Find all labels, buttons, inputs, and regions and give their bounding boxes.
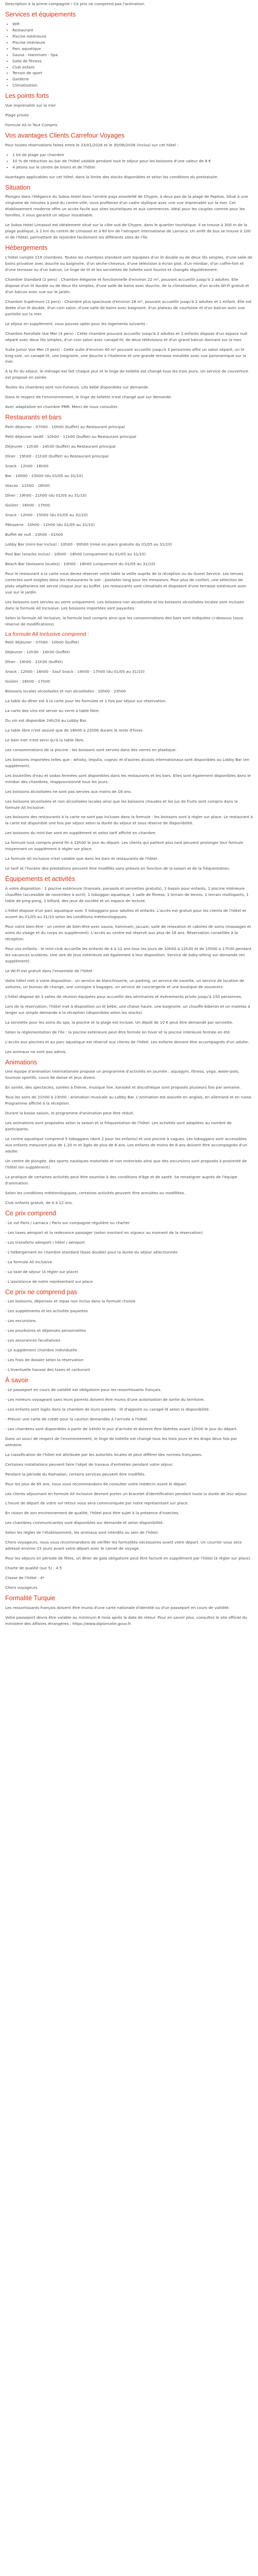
paragraph: En soirée, des spectacles, soirées à thème, musique live, karaoké et discothèque sont proposés plusieurs fois par semaine. xyxy=(5,1085,241,1090)
paragraph: Déjeuner : 12h30 - 14h30 (buffet) au Restaurant principal xyxy=(5,444,116,449)
paragraph: Tous les soirs de 21h00 à 23h00 : animation musicale au Lobby Bar. L'animation est assurée en anglais, en allemand et en russe. Programme affiché à la réception. xyxy=(5,1095,252,1106)
paragraph: Pour les plus de 65 ans, nous vous recommandons de consulter votre médecin avant le départ. xyxy=(5,1481,187,1486)
paragraph: Dîner : 19h00 - 21h00 (du 01/05 au 31/10) xyxy=(5,493,87,498)
section-heading-vos-avantages-clients-carrefour-voyages: Vos avantages Clients Carrefour Voyages xyxy=(5,132,125,140)
paragraph: - L'hébergement en chambre standard (base double) pour la durée du séjour sélectionnée xyxy=(5,1249,178,1255)
paragraph: Charte de qualité (sur 5) : 4.5 xyxy=(5,1566,62,1571)
paragraph: Lors de la réservation, l'hôtel met à disposition un lit bébé, une chaise haute, une baignoire, un chauffe-biberon et un matelas à langer sur simple demande à la réception (disponibles selon les stocks). xyxy=(5,1004,250,1015)
paragraph: Beach Bar (boissons locales) : 10h00 - 18h00 (uniquement du 01/05 au 31/10) xyxy=(5,561,155,566)
section-heading-restaurants-et-bars: Restaurants et bars xyxy=(5,414,62,421)
section-heading-animations: Animations xyxy=(5,1058,37,1066)
paragraph: Certaines installations peuvent faire l'objet de travaux d'entretien pendant votre séjour. xyxy=(5,1462,173,1467)
paragraph: Pâtisserie : 10h00 - 12h00 (du 01/05 au 31/10) xyxy=(5,522,95,527)
paragraph: Les clients séjournant en formule All Inclusive devront porter un bracelet d'identification pendant toute la durée de leur séjour. xyxy=(5,1491,248,1496)
list-item: • 1 kit de plage par chambre xyxy=(12,152,253,158)
bullet-list xyxy=(5,152,253,171)
paragraph: - Les mineurs voyageant sans leurs parents doivent être munis d'une autorisation de sortie du territoire. xyxy=(5,1397,205,1402)
paragraph: L'accès aux piscines et au parc aquatique est réservé aux clients de l'hôtel. Les enfants doivent être accompagnés d'un adulte. xyxy=(5,1039,249,1044)
section-heading-la-formule-all-inclusive-comprend: La formule All Inclusive comprend : xyxy=(5,631,89,637)
paragraph: Les boissons sont servies au verre uniquement. Les boissons non alcoolisées et les boissons alcoolisées locales sont incluses dans la formule All Inclusive. Les boissons importées sont payantes. xyxy=(5,599,244,611)
paragraph: Plongez dans l'élégance du Sokos Hotel dans l'arrière pays ensoleillé de Chypre, à deux pas de la plage de Paphos. Situé à une vingtaine de minutes à pied du centre-ville, vous profiterez d'un cadre idyllique avec une vue imprenable sur la mer. Cet établissement moderne offre un accès facile aux sites touristiques et aux commerces. Idéal pour les couples comme pour les familles, il vous garantit un séjour inoubliable. xyxy=(5,194,248,218)
paragraph: Une équipe d'animation internationale propose un programme d'activités en journée : aquagym, fitness, yoga, water-polo, tournois sportifs, cours de danse et jeux divers. xyxy=(5,1069,239,1080)
list-item: • Terrain de sport xyxy=(12,70,253,76)
paragraph: Les animaux ne sont pas admis. xyxy=(5,1049,67,1054)
paragraph: La table du dîner est à la carte pour les formules et 1 fois par séjour sur réservation. xyxy=(5,698,167,703)
paragraph: - Les chambres sont disponibles à partir de 14h00 le jour d'arrivée et doivent être libérées avant 12h00 le jour du départ. xyxy=(5,1426,238,1431)
list-item: • Wifi xyxy=(12,21,253,27)
paragraph: Les ressortissants français doivent être munis d'une carte nationale d'identité ou d'un passeport en cours de validité. xyxy=(5,1605,230,1610)
paragraph: Les boissons des restaurants à la carte ne sont pas incluses dans la formule : les boissons sont à régler sur place. Le restaurant à la carte est disponible une fois par séjour selon la durée du séjour et sous réserve de disponibilité. xyxy=(5,815,253,826)
paragraph: - La formule All Inclusive xyxy=(5,1259,52,1264)
section-heading-situation: Situation xyxy=(5,183,30,191)
paragraph: Les bouteilles d'eau et sodas fermées sont disponibles dans les restaurants et les bars. Elles sont également disponibles dans le minibar des chambres, réapprovisionné tous les jours. xyxy=(5,773,251,784)
paragraph: Petit déjeuner : 07h00 - 10h00 (buffet) au Restaurant principal xyxy=(5,425,125,430)
paragraph: - Le passeport en cours de validité est obligatoire pour les ressortissants français. xyxy=(5,1387,162,1392)
paragraph: - La taxe de séjour (à régler sur place) xyxy=(5,1269,78,1274)
paragraph: Boissons locales alcoolisées et non alcoolisées : 10h00 - 23h00 xyxy=(5,688,126,693)
paragraph: Glaces : 11h00 - 18h00 xyxy=(5,483,50,488)
paragraph: - Les frais de dossier selon la réservation xyxy=(5,1358,84,1363)
paragraph: Pour vos enfants : le mini-club accueille les enfants de 4 à 12 ans tous les jours de 10h00 à 12h30 et de 15h00 à 17h30 pendant les vacances scolaires. Une aire de jeux extérieure est également à leur disposition. Service de baby-sitting sur demande (en supplément). xyxy=(5,946,252,963)
paragraph: Goûter : 16h00 - 17h00 xyxy=(5,679,50,684)
paragraph: Selon les conditions météorologiques, certaines activités peuvent être annulées ou modifiées. xyxy=(5,1191,185,1196)
paragraph: - Le supplément chambre individuelle xyxy=(5,1348,77,1353)
list-item: • 4 jetons sur le centre de loisirs et de l'hôtel xyxy=(12,164,253,171)
list-item: • Piscine intérieure xyxy=(12,40,253,46)
paragraph: - L'éventuelle hausse des taxes et carburant xyxy=(5,1367,90,1372)
paragraph: Pendant la période du Ramadan, certains services peuvent être modifiés. xyxy=(5,1471,146,1477)
paragraph: Dîner : 19h00 - 21h30 (buffet) au Restaurant principal xyxy=(5,453,109,459)
paragraph: - Les boissons, dépenses et repas non inclus dans la formule choisie xyxy=(5,1299,136,1304)
paragraph: Chambre Familiale Vue Mer (4 pers) : Cette chambre pouvant accueillir jusqu'à 2 adultes et 2 enfants dispose d'un espace nuit séparé avec deux lits simples, d'un coin salon avec canapé-lit, de deux télévisions et d'un grand balcon donnant sur la mer. xyxy=(5,331,248,342)
section-heading-a-savoir: À savoir xyxy=(5,1377,29,1384)
paragraph: L'heure de départ de votre vol retour vous sera communiquée par notre représentant sur place. xyxy=(5,1501,189,1506)
paragraph: Avec adaptation en chambre PMR. Merci de nous consulter. xyxy=(5,404,119,410)
paragraph: L'hôtel dispose d'un parc aquatique avec 5 toboggans pour adultes et enfants. L'accès est gratuit pour les clients de l'hôtel et ouvert du 01/05 au 31/10 selon les conditions météorologiques. xyxy=(5,908,246,919)
paragraph: Pour les séjours en période de fêtes, un dîner de gala obligatoire peut être facturé en supplément par l'hôtel (à régler sur place). xyxy=(5,1556,252,1561)
section-heading-ce-prix-ne-comprend-pas: Ce prix ne comprend pas xyxy=(5,1288,77,1296)
paragraph: Suite Junior Vue Mer (3 pers) : Cette suite d'environ 40 m² pouvant accueillir jusqu'à 3 personnes offre un salon séparé, un lit king-size, un canapé-lit, une baignoire, une douche à l'italienne et une grande terrasse meublée avec vue panoramique sur la mer. xyxy=(5,347,246,364)
paragraph: Dans un souci de respect de l'environnement, le linge de toilette est changé tous les trois jours et les draps deux fois par semaine. xyxy=(5,1436,237,1447)
paragraph: Les boissons alcoolisées et non alcoolisées locales ainsi que les boissons chaudes et les jus de fruits sont compris dans la formule All Inclusive. xyxy=(5,799,238,810)
section-heading-les-points-forts: Les points forts xyxy=(5,92,49,100)
section-heading-formalite-turquie: Formalité Turquie xyxy=(5,1595,56,1602)
paragraph: - Les pourboires et dépenses personnelles xyxy=(5,1328,86,1333)
paragraph: À votre disposition : 1 piscine extérieure (transats, parasols et serviettes gratuits), 1 bassin pour enfants, 1 piscine intérieure chauffée (accessible de novembre à avril), 1 toboggan aquatique, 1 salle de fitness, 1 terrain de tennis, 1 terrain multisports, 1 table de ping-pong, 1 billard, des jeux de société et un espace de lecture. xyxy=(5,886,249,903)
paragraph: - Les assurances facultatives xyxy=(5,1338,60,1343)
list-item: • Club enfant xyxy=(12,64,253,71)
paragraph: La carte des vins est servie au verre à table libre. xyxy=(5,708,100,713)
paragraph: - Les enfants sont logés dans la chambre de leurs parents : lit d'appoint ou canapé-lit selon la disponibilité. xyxy=(5,1406,210,1412)
section-heading-hebergements: Hébergements xyxy=(5,244,47,252)
paragraph: Les consommations de la piscine : les boissons sont servies dans des verres en plastique. xyxy=(5,747,177,752)
paragraph: La formule All Inclusive n'est valable que dans les bars et restaurants de l'hôtel. xyxy=(5,856,158,861)
paragraph: Du vin est disponible 24h/24 au Lobby Bar. xyxy=(5,718,87,723)
paragraph: Buffet de nuit : 23h00 - 01h00 xyxy=(5,532,63,537)
list-item: • Parc aquatique xyxy=(12,46,253,52)
paragraph: - Les excursions xyxy=(5,1318,36,1324)
paragraph: Goûter : 16h00 - 17h00 xyxy=(5,502,50,507)
list-item: • Sauna - Hammam - Spa xyxy=(12,52,253,58)
section-heading-services-et-equipements: Services et équipements xyxy=(5,10,76,18)
paragraph: - Le vol Paris / Larnaca / Paris sur compagnie régulière ou charter xyxy=(5,1220,130,1225)
bullet-list xyxy=(5,21,253,89)
paragraph: La pratique de certaines activités peut être soumise à des conditions d'âge et de santé. Se renseigner auprès de l'équipe d'animation. xyxy=(5,1175,237,1186)
paragraph: Vue imprenable sur la mer xyxy=(5,103,56,108)
paragraph: Le bain mer n'est servi qu'à la table libre. xyxy=(5,737,85,742)
paragraph: Le centre aquatique comprend 5 toboggans (dont 2 pour les enfants) et une piscine à vagues. Les toboggans sont accessibles aux enfants mesurant plus de 1,20 m et âgés de plus de 8 ans. Les enfants de moins de 8 ans doivent être accompagnés d'un adulte. xyxy=(5,1137,248,1154)
paragraph: La formule tout compris prend fin à 12h00 le jour du départ. Les clients qui partent plus tard peuvent prolonger leur formule moyennant un supplément à régler sur place. xyxy=(5,840,244,852)
paragraph: Le tarif et l'horaire des prestations peuvent être modifiés sans préavis en fonction de la saison et de la fréquentation. xyxy=(5,866,230,871)
paragraph: Pour votre bien-être : un centre de bien-être avec sauna, hammam, jacuzzi, salle de relaxation et cabines de soins (massages et soins du visage et du corps en supplément). L'accès au centre est réservé aux plus de 16 ans. Réservation conseillée à la réception. xyxy=(5,924,251,941)
paragraph: Dîner : 19h00 - 21h30 (buffet) xyxy=(5,659,63,664)
paragraph: - L'assistance de notre représentant sur place xyxy=(5,1279,93,1284)
list-item: • Garderie xyxy=(12,76,253,82)
paragraph: La table libre n'est assuré que de 18h00 à 22h00 durant le reste d'hiver. xyxy=(5,727,144,733)
paragraph: Club enfants gratuit, de 4 à 12 ans. xyxy=(5,1200,73,1206)
paragraph: Le séjour en supplément, vous pouvez opter pour les logements suivants : xyxy=(5,321,148,326)
list-item: • Restaurant xyxy=(12,27,253,33)
paragraph: Snack : 12h00 - 16h00 - Sauf Snack : 14h00 - 17h00 (du 01/05 au 31/10) xyxy=(5,669,145,674)
paragraph: Formule All In Tout Compris xyxy=(5,123,58,128)
paragraph: Les chambres communicantes sont disponibles sur demande et selon disponibilité. xyxy=(5,1520,164,1526)
list-item: • Salle de fitness xyxy=(12,58,253,64)
paragraph: Chers voyageurs, nous vous recommandons de vérifier les formalités nécessaires avant votre départ. Un courrier vous sera adressé environ 15 jours avant votre départ avec le carnet de voyage. xyxy=(5,1540,242,1551)
paragraph: - Les taxes aéroport et la redevance passager (selon montant en vigueur au moment de la réservation) xyxy=(5,1230,203,1235)
paragraph: Petit déjeuner tardif : 10h00 - 11h00 (buffet) au Restaurant principal xyxy=(5,434,136,439)
paragraph: Bar : 10h00 - 23h00 (du 01/05 au 31/10) xyxy=(5,473,83,478)
paragraph: Plage privée xyxy=(5,113,29,118)
paragraph: Avantages applicables sur cet hôtel, dans la limite des stocks disponibles et selon les conditions du prestataire. xyxy=(5,174,219,179)
paragraph: La serviette pour les soins du spa, la piscine et la plage est incluse. Un dépôt de 10 € peut être demandé par serviette. xyxy=(5,1020,233,1025)
section-heading-equipements-et-activites: Équipements et activités xyxy=(5,875,75,883)
paragraph: Les animations sont proposées selon la saison et la fréquentation de l'hôtel. Les activités sont adaptées au nombre de participants. xyxy=(5,1121,232,1132)
paragraph: Chambre Supérieure (2 pers) : Chambre plus spacieuse d'environ 28 m², pouvant accueillir jusqu'à 2 adultes et 1 enfant. Elle est dotée d'un lit double, d'un coin salon, d'une salle de bains avec baignoire, d'un plateau de courtoisie et d'un balcon avec vue partielle sur la mer. xyxy=(5,299,252,316)
paragraph: Le Sokos Hotel Limassol est idéalement situé sur la côte sud de Chypre, dans le quartier touristique. Il se trouve à 300 m de la plage publique, à 2 km du centre de Limassol et à 60 km de l'aéroport international de Larnaca. Un arrêt de bus se trouve à 100 m de l'hôtel, permettant de rejoindre facilement les différents sites de l'île. xyxy=(5,223,251,240)
paragraph: Description à la prime compagnie ! Ce prix ne comprend pas l'animation. xyxy=(5,2,146,6)
paragraph: Durant la basse saison, le programme d'animation peut être réduit. xyxy=(5,1111,135,1116)
paragraph: Déjeuner : 12h30 - 14h30 (buffet) xyxy=(5,649,70,654)
paragraph: Les boissons alcoolisées ne sont pas servies aux moins de 18 ans. xyxy=(5,789,132,794)
paragraph: L'hôtel dispose de 3 salles de réunion équipées pour accueillir des séminaires et événements privés jusqu'à 150 personnes. xyxy=(5,994,243,999)
list-item: • 10 % de réduction au bar de l'hôtel valable pendant tout le séjour pour les boissons d'une valeur de 8 € xyxy=(12,158,253,164)
paragraph: Les boissons importées telles que : whisky, tequila, cognac et d'autres alcools internationaux sont disponibles au Lobby Bar (en supplément). xyxy=(5,757,250,768)
paragraph: L'hôtel compte 219 chambres. Toutes les chambres standard sont équipées d'un lit double ou de deux lits simples, d'une salle de bains privative avec douche ou baignoire, d'un sèche-cheveux, d'une télévision à écran plat, d'un minibar, d'un coffre-fort et d'une terrasse ou d'un balcon. Le linge de lit et les serviettes de toilette sont fournis et changés régulièrement. xyxy=(5,255,253,272)
list-item: • Climatisation xyxy=(12,82,253,89)
section-heading-ce-prix-comprend: Ce prix comprend xyxy=(5,1210,56,1217)
paragraph: À la fin du séjour, le ménage est fait chaque jour et le linge de toilette est changé tous les trois jours. Un service de couverture est proposé en soirée. xyxy=(5,369,249,380)
paragraph: Pool Bar (snacks inclus) : 10h00 - 18h00 (uniquement du 01/05 au 31/10) xyxy=(5,551,146,556)
paragraph: Toutes les chambres sont non-fumeurs. Lits bébé disponibles sur demande. xyxy=(5,385,150,390)
paragraph: - Prévoir une carte de crédit pour la caution demandée à l'arrivée à l'hôtel. xyxy=(5,1416,148,1421)
paragraph: La classification de l'hôtel est attribuée par les autorités locales et peut différer des normes françaises. xyxy=(5,1452,203,1457)
paragraph: Le Wi-Fi est gratuit dans l'ensemble de l'hôtel. xyxy=(5,968,94,973)
paragraph: Snack : 12h00 - 16h00 xyxy=(5,463,49,468)
paragraph: Snack : 12h00 - 15h00 (du 01/05 au 31/10) xyxy=(5,512,88,517)
paragraph: Petit déjeuner : 07h00 - 10h00 (buffet) xyxy=(5,639,79,645)
paragraph: Classe de l'hôtel : 4* xyxy=(5,1575,45,1581)
paragraph: En raison de son environnement de qualité, l'hôtel peut être sujet à la présence d'insectes. xyxy=(5,1511,180,1516)
paragraph: Selon la réglementation de l'île : la piscine extérieure peut être fermée en hiver et la piscine intérieure fermée en été. xyxy=(5,1029,231,1035)
paragraph: - Les suppléments et les activités payantes xyxy=(5,1309,88,1314)
paragraph: Chambre Standard (2 pers) : Chambre élégante et fonctionnelle d'environ 22 m², pouvant accueillir jusqu'à 2 adultes. Elle dispose d'un lit double ou de deux lits simples, d'une salle de bains avec douche, de la climatisation, d'un accès Wi-Fi gratuit et d'un balcon avec vue sur le jardin. xyxy=(5,277,249,294)
paragraph: Les boissons du mini-bar sont en supplément et selon tarif affiché en chambre. xyxy=(5,831,157,836)
paragraph: Un centre de plongée, des sports nautiques motorisés et non motorisés ainsi que des excursions sont proposés à proximité de l'hôtel (en supplément). xyxy=(5,1159,247,1170)
paragraph: Votre hôtel met à votre disposition : un service de blanchisserie, un parking, un service de navette, un service de location de voitures, un bureau de change, une consigne à bagages, un service de conciergerie et une boutique de souvenirs. xyxy=(5,978,245,989)
paragraph: Pour toutes réservations faites entre le 23/01/2026 et le 30/06/2026 (inclus) sur cet hôtel : xyxy=(5,142,179,147)
paragraph: Selon les règles de l'établissement, les animaux sont interdits au sein de l'hôtel. xyxy=(5,1530,159,1535)
paragraph: Chers voyageurs xyxy=(5,1585,38,1590)
paragraph: - Les transferts aéroport / hôtel / aéroport xyxy=(5,1240,85,1245)
paragraph: Lobby Bar (mini-bar inclus) : 10h00 - 00h00 (mise en place gratuite du 01/05 au 31/10) xyxy=(5,541,172,547)
paragraph: Pour le restaurant à la carte vous devez réserver votre table la veille auprès de la réception ou du Guest Service. Les tenues correctes sont exigées dans les restaurants le soir : pantalon long pour les messieurs. Pour plus de confort, une sélection de plats végétariens est servie chaque jour au buffet. Les restaurants sont climatisés et disposent d'une terrasse extérieure avec vue sur le jardin. xyxy=(5,571,247,595)
paragraph: Votre passeport devra être valable au minimum 6 mois après la date de retour. Pour en savoir plus, consultez le site officiel du ministère des Affaires étrangères : https://www.diplomatie.gouv.fr. xyxy=(5,1615,247,1626)
list-item: • Piscine extérieure xyxy=(12,33,253,40)
paragraph: Selon la formule All Inclusive, la formule tout compris ainsi que les consommations des bars sont indiquées ci-dessous (sous réserve de modifications). xyxy=(5,615,244,626)
paragraph: Dans le respect de l'environnement, le linge de toilette n'est changé que sur demande. xyxy=(5,395,172,400)
